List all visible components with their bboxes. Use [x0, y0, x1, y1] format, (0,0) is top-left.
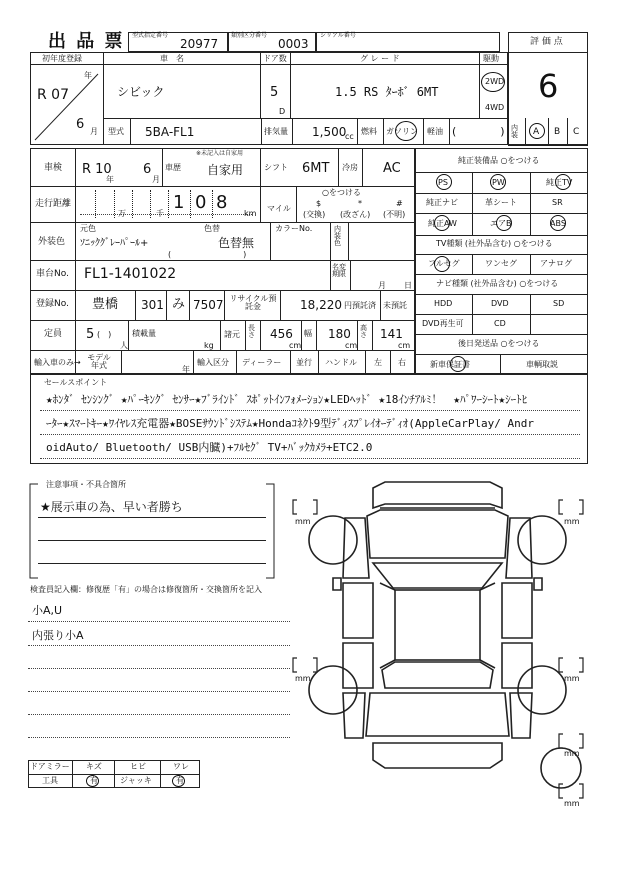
reg-kana: み — [172, 297, 186, 312]
tv-fullseg-circle — [434, 256, 450, 272]
later-header: 後日発送品 ○をつける — [458, 339, 540, 348]
recycle-value: 18,220 — [300, 298, 342, 312]
inspection-label: 車検 — [44, 163, 63, 173]
inspector-line-1: 小A,U — [32, 604, 63, 617]
inspector-label: 検査員記入欄：修復歴「有」の場合は修復箇所・交換箇所を記入 — [30, 585, 262, 594]
navi-hdd: HDD — [434, 299, 453, 308]
first-reg-month-unit: 月 — [90, 127, 98, 136]
mileage-km: km — [244, 209, 257, 218]
mileage-digit-0: 1 — [173, 192, 185, 213]
history-value: 自家用 — [207, 163, 244, 177]
equip-ps-circle — [436, 174, 452, 190]
width-label: 幅 — [304, 329, 312, 338]
history-label: 車歴 — [165, 163, 181, 172]
mm-label-front-left: mm — [295, 517, 311, 526]
import-year-unit: 年 — [182, 365, 190, 374]
recycle-unit: 円預託済 — [344, 301, 376, 310]
first-reg-year-unit: 年 — [84, 71, 92, 80]
model-year-label: モデル年式 — [87, 353, 111, 370]
equip-abs-circle — [550, 215, 566, 231]
mm-label-rear-right: mm — [564, 674, 580, 683]
navi-sd: SD — [553, 299, 565, 308]
fuel-paren: ( ) — [452, 125, 505, 138]
displacement-label: 排気量 — [264, 127, 288, 136]
sales-line-1: ★ﾎﾝﾀﾞ ｾﾝｼﾝｸﾞ ★ﾊﾟｰｷﾝｸﾞ ｾﾝｻｰ★ﾌﾞﾗｲﾝﾄﾞ ｽﾎﾟｯﾄｲﾝﾌｫﾒｰｼｮﾝ★LEDﾍｯﾄﾞ ★18ｲﾝﾁｱﾙﾐ！ ★ﾊﾟﾜｰｼｰﾄ★ｼｰﾄﾋ — [46, 393, 528, 406]
notes-line-1: ★展示車の為、早い者勝ち — [40, 500, 183, 514]
footer-jack: ジャッキ — [120, 776, 152, 785]
displacement-unit: cc — [345, 132, 354, 141]
width-unit: cm — [345, 341, 358, 350]
rename-label: 名変期限 — [332, 263, 346, 278]
shift-label: シフト — [264, 163, 288, 172]
mileage-digit-1: 0 — [195, 192, 207, 213]
load-unit: kg — [204, 341, 214, 350]
equip-sr: SR — [552, 198, 563, 207]
tv-fullseg: フルセグ — [428, 259, 460, 268]
inspection-year-unit: 年 — [106, 175, 114, 184]
height-label: 高さ — [360, 324, 367, 339]
mm-label-rear-left: mm — [295, 674, 311, 683]
mileage-label: 走行距離 — [35, 199, 72, 209]
length-label: 長さ — [248, 324, 255, 339]
rating-value: 6 — [538, 67, 559, 105]
mileage-man: 万 — [118, 209, 126, 218]
history-note: ※未記入は自家用 — [196, 150, 244, 157]
altered-b: (改ざん) — [340, 210, 371, 219]
color-change-label: 色替 — [204, 224, 220, 233]
equip-abs: ABS — [550, 219, 566, 228]
footer-tools-have: 有 — [90, 776, 98, 785]
footer-jack-have: 有 — [176, 776, 184, 785]
handle-right: 右 — [398, 358, 406, 367]
notes-label: 注意事項・不具合箇所 — [46, 480, 126, 489]
swap-a: $ — [316, 199, 322, 208]
swap-b: (交換) — [303, 210, 326, 219]
later-manual: 車輌取説 — [526, 360, 558, 369]
color-paren: ( ) — [168, 250, 247, 259]
tv-header: TV種類 (社外品含む) ○をつける — [436, 239, 553, 248]
equip-airbag-circle — [496, 215, 512, 231]
tv-oneseg: ワンセグ — [485, 259, 517, 268]
interior-a: A — [533, 127, 540, 137]
footer-tools-circle — [86, 775, 99, 787]
import-cat-label: 輸入区分 — [197, 358, 229, 367]
interior-label: 内装 — [511, 124, 518, 139]
inspection-month-unit: 月 — [152, 175, 160, 184]
altered-a: * — [358, 199, 362, 208]
navi-header: ナビ種類 (社外品含む) ○をつける — [436, 279, 559, 288]
car-name-label: 車 名 — [160, 54, 184, 63]
equip-tv-circle — [555, 174, 571, 190]
orig-color-label: 元色 — [80, 224, 96, 233]
later-warranty-circle — [450, 356, 466, 372]
handle-left: 左 — [374, 358, 382, 367]
grade-label: グ レ ー ド — [360, 54, 400, 63]
mm-label-spare-2: mm — [564, 799, 580, 808]
drive-label: 駆動 — [483, 54, 499, 63]
interior-color-label: 内装色 — [334, 225, 341, 247]
capacity-unit: 人 — [120, 341, 128, 350]
height-unit: cm — [398, 341, 411, 350]
shift-value: 6MT — [302, 161, 330, 176]
color-change-value: 色替無 — [218, 236, 255, 250]
footer-tools: 工具 — [42, 776, 58, 785]
color-label: 外装色 — [38, 237, 66, 247]
type-no-label: 型式指定番号 — [132, 32, 169, 39]
parallel-label: 並行 — [296, 358, 312, 367]
first-reg-era: R 07 — [37, 87, 69, 103]
equip-airbag: エアB — [490, 219, 512, 228]
equipment-header: 純正装備品 ○をつける — [458, 156, 540, 165]
class-no-label: 類別区分番号 — [231, 32, 268, 39]
orig-color-value: ｿﾆｯｸｸﾞﾚｰﾊﾟｰﾙ+ — [80, 238, 149, 249]
mileage-circle-note: ○をつける — [322, 188, 361, 197]
sales-label: セールスポイント — [44, 378, 108, 387]
interior-b: B — [554, 127, 561, 137]
fuel-circle — [395, 121, 417, 141]
length-value: 456 — [270, 327, 293, 341]
door-type: D — [279, 107, 286, 116]
drive-4wd: 4WD — [485, 103, 505, 112]
handle-label: ハンドル — [325, 358, 357, 367]
car-diagram — [285, 478, 590, 803]
footer-jack-circle — [172, 775, 185, 787]
color-no-label: カラーNo. — [275, 224, 313, 233]
mm-label-spare-1: mm — [564, 749, 580, 758]
mileage-mile: マイル — [267, 204, 291, 213]
equip-ps: PS — [438, 178, 448, 187]
dims-label: 諸元 — [224, 330, 240, 339]
load-label: 積載量 — [132, 329, 156, 338]
mileage-digit-2: 8 — [216, 192, 228, 213]
ac-label: 冷房 — [342, 163, 358, 172]
rename-day: 日 — [404, 281, 412, 290]
footer-crack: ヒビ — [130, 762, 146, 771]
rename-month: 月 — [378, 281, 386, 290]
fuel-value: ガソリン — [386, 127, 418, 136]
capacity-label: 定員 — [44, 329, 63, 339]
footer-broken: ワレ — [173, 762, 189, 771]
dvd-play: DVD再生可 — [422, 319, 464, 328]
drive-2wd-circle — [481, 72, 505, 92]
equip-tv: 純正TV — [546, 178, 573, 187]
first-reg-label: 初年度登録 — [42, 54, 82, 63]
class-no-value: 0003 — [278, 37, 309, 51]
doors-value: 5 — [270, 85, 279, 100]
car-name-value: シビック — [117, 85, 165, 99]
unknown-b: (不明) — [383, 210, 406, 219]
equip-navi: 純正ナビ — [426, 198, 458, 207]
reg-class: 301 — [141, 298, 164, 312]
tv-analog: アナログ — [540, 259, 572, 268]
form-title: 出 品 票 — [48, 31, 125, 52]
model-value: 5BA-FL1 — [145, 125, 195, 139]
footer-scratch: キズ — [86, 762, 102, 771]
unknown-a: # — [396, 199, 403, 208]
first-reg-month: 6 — [76, 117, 85, 132]
equip-aw-circle — [434, 215, 450, 231]
sales-line-2: ｰﾀｰ★ｽﾏｰﾄｷｰ★ﾜｲﾔﾚｽ充電器★BOSEｻｳﾝﾄﾞｼｽﾃﾑ★Hondaｺﾈｸﾄ9型ﾃﾞｨｽﾌﾟﾚｲｵｰﾃﾞｨｵ(AppleCarPlay/ Andr — [46, 417, 535, 430]
equip-leather: 革シート — [485, 198, 517, 207]
grade-value: 1.5 RS ﾀｰﾎﾞ 6MT — [335, 85, 439, 99]
mm-label-front-right: mm — [564, 517, 580, 526]
reg-no: 7507 — [193, 298, 224, 312]
reg-label: 登録No. — [36, 299, 69, 309]
chassis-value: FL1-1401022 — [84, 266, 177, 282]
recycle-label: リサイクル預託金 — [229, 294, 277, 311]
unpaid-label: 未預託 — [383, 301, 407, 310]
sales-line-3: oidAuto/ Bluetooth/ USB内臓)+ﾌﾙｾｸﾞ TV+ﾊﾞｯｸｶﾒﾗ+ETC2.0 — [46, 441, 373, 454]
dvd-cd: CD — [494, 319, 506, 328]
reg-place: 豊橋 — [92, 297, 119, 312]
interior-c: C — [573, 127, 580, 137]
inspection-month: 6 — [143, 162, 152, 177]
inspector-line-2: 内張り小A — [32, 629, 84, 642]
footer-door-mirror: ドアミラー — [30, 762, 70, 771]
length-unit: cm — [289, 341, 302, 350]
fuel-label: 燃料 — [361, 127, 377, 136]
drive-2wd: 2WD — [485, 77, 505, 86]
displacement-value: 1,500 — [312, 125, 347, 139]
dealer-label: ディーラー — [242, 358, 282, 367]
serial-label: シリアル番号 — [320, 32, 356, 39]
equip-aw: 純正AW — [428, 219, 457, 228]
doors-label: ドア数 — [263, 54, 287, 63]
light-oil: 軽油 — [427, 127, 443, 136]
width-value: 180 — [328, 327, 351, 341]
model-label: 型式 — [108, 127, 124, 136]
ac-value: AC — [383, 161, 401, 176]
equip-pw: PW — [492, 178, 505, 187]
interior-a-circle — [529, 123, 545, 139]
type-no-value: 20977 — [180, 37, 219, 51]
equip-pw-circle — [490, 174, 506, 190]
notes-bracket — [28, 482, 278, 582]
rating-label: 評 価 点 — [530, 37, 563, 47]
mileage-sen: 千 — [156, 209, 164, 218]
import-label: 輸入車のみ→ — [34, 358, 81, 367]
chassis-label: 車台No. — [36, 269, 69, 279]
inspection-era: R 10 — [82, 162, 112, 177]
capacity-paren: ( ) — [97, 330, 112, 339]
later-warranty: 新車保証書 — [430, 360, 470, 369]
capacity-value: 5 — [86, 327, 95, 342]
height-value: 141 — [380, 327, 403, 341]
navi-dvd: DVD — [491, 299, 509, 308]
